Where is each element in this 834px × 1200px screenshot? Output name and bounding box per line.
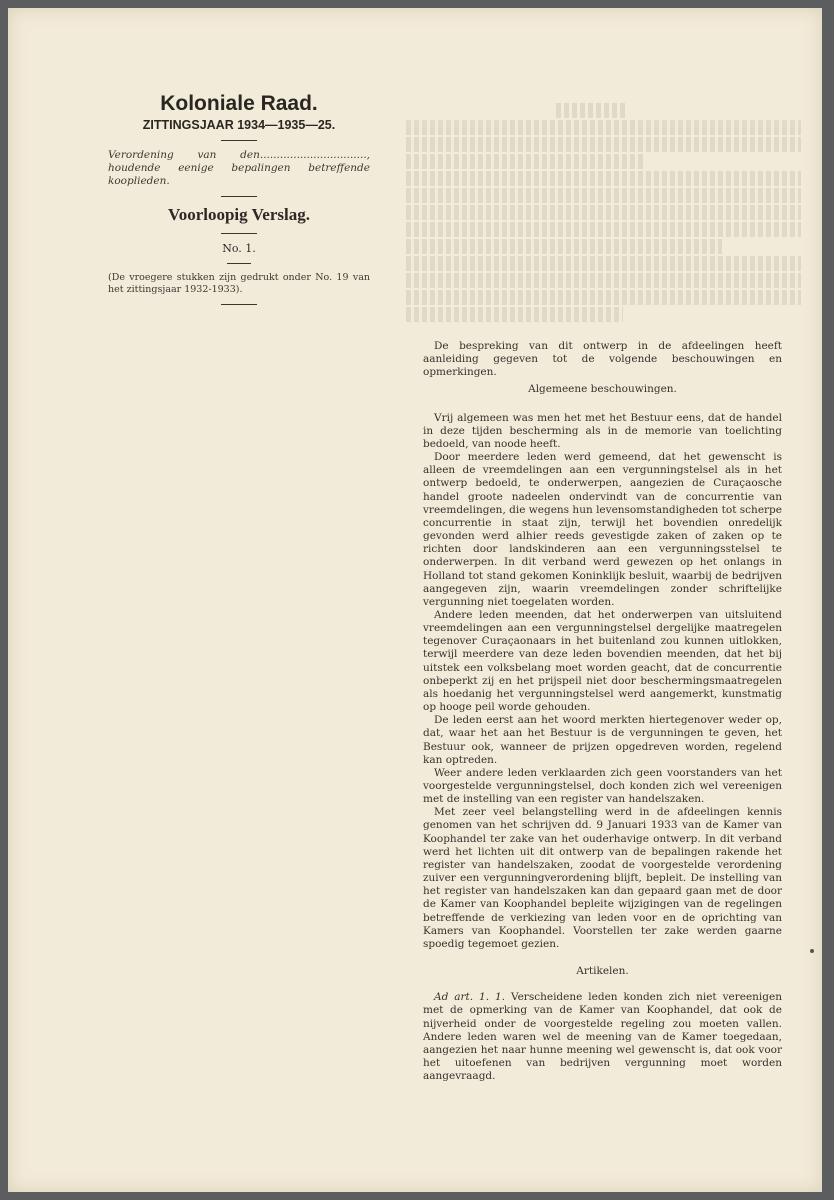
divider [227, 263, 251, 264]
article-label: Ad art. 1. 1. [434, 991, 506, 1004]
previous-documents-note: (De vroegere stukken zijn gedrukt onder No. 19 van het zittingsjaar 1932-1933). [108, 272, 370, 295]
bleed-through-text [406, 103, 801, 324]
document-number: No. 1. [222, 242, 256, 255]
divider [221, 140, 257, 141]
article-paragraph [423, 991, 782, 1083]
document-page [8, 8, 822, 1192]
divider [221, 233, 257, 234]
articles-heading: Artikelen. [576, 965, 629, 978]
divider [221, 304, 257, 305]
paragraph: Andere leden meenden, dat het onderwerpen van uitsluitend vreemdelingen aan een vergunningstelsel dergelijke maatregelen tegenover Curaçaonaars in het buitenland zou kunnen uitlokken, terwijl meerdere van deze leden bovendien meenden, dat het bij uitstek een volksbelang moet worden geacht, dat de concurrentie onbeperkt zij en het prijspeil niet door beschermingsmaatregelen als hoedanig het vergunningstelsel werd aangemerkt, kunstmatig op hooge peil worde gehouden. [423, 608, 782, 714]
paragraph: De leden eerst aan het woord merkten hiertegenover weder op, dat, waar het aan het Bestuur is de vergunningen te geven, het Bestuur ook, wanneer de prijzen opgedreven worden, regelend kan optreden. [423, 714, 782, 766]
ordinance-subject: Verordening van den................................, houdende eenige bepalingen betreffende kooplieden. [108, 149, 370, 187]
session-year: ZITTINGSJAAR 1934—1935—25. [142, 118, 336, 132]
article-text: Verscheidene leden konden zich niet vereenigen met de opmerking van de Kamer van Koophandel, dat ook de nijverheid onder de voorgestelde regeling zou moeten vallen. Andere leden waren wel de meening van de Kamer toegedaan, aangezien het naar hunne meening wel gewenscht is, dat ook voor het uitoefenen van bedrijven vergunning moet worden aangevraagd. [423, 991, 782, 1083]
paragraph: Vrij algemeen was men het met het Bestuur eens, dat de handel in deze tijden bescherming als in de memorie van toelichting bedoeld, van noode heeft. [423, 411, 782, 450]
margin-mark [810, 949, 814, 953]
report-title: Voorloopig Verslag. [167, 205, 310, 224]
paragraph: Weer andere leden verklaarden zich geen voorstanders van het voorgestelde vergunningstelsel, doch konden zich wel vereenigen met de instelling van een register van handelszaken. [423, 766, 782, 806]
general-heading: Algemeene beschouwingen. [528, 383, 677, 396]
intro-paragraph: De bespreking van dit ontwerp in de afdeelingen heeft aanleiding gegeven tot de volgende beschouwingen en opmerkingen. [423, 340, 782, 379]
paragraph: Met zeer veel belangstelling werd in de afdeelingen kennis genomen van het schrijven dd. 9 Januari 1933 van de Kamer van Koophandel ter zake van het ouderhavige ontwerp. In dit verband werd het lichten uit dit ontwerp van de bepalingen rakende het register van handelszaken, zoodat de voorgestelde verordening zuiver een vergunningverordening blijft, bepleit. De instelling van het register van handelszaken kan dan gepaard gaan met de door de Kamer van Koophandel bepleite wijzigingen van de regelingen betreffende de verkiezing van leden voor en de oprichting van Kamers van Koophandel. Voorstellen ter zake werden gaarne spoedig tegemoet gezien. [423, 806, 782, 950]
divider [221, 196, 257, 197]
report-body [423, 340, 782, 1083]
council-title: Koloniale Raad. [160, 92, 318, 115]
header-block [108, 93, 370, 313]
paragraph: Door meerdere leden werd gemeend, dat het gewenscht is alleen de vreemdelingen aan een vergunningstelsel als in het ontwerp bedoeld, te onderwerpen, aangezien de Curaçaosche handel groote nadeelen ondervindt van de concurrentie van vreemdelingen, die wegens hun levensomstandigheden tot scherpe concurrentie in staat zijn, terwijl het bovendien onredelijk gevonden werd alhier reeds gevestigde zaken of zaken op te richten door landskinderen aan een vergunningsstelsel te onderwerpen. In dit verband werd gewezen op het onlangs in Holland tot stand gekomen Koninklijk besluit, waarbij de bedrijven aangegeven zijn, waarin vreemdelingen zonder schriftelijke vergunning niet toegelaten worden. [423, 451, 782, 608]
